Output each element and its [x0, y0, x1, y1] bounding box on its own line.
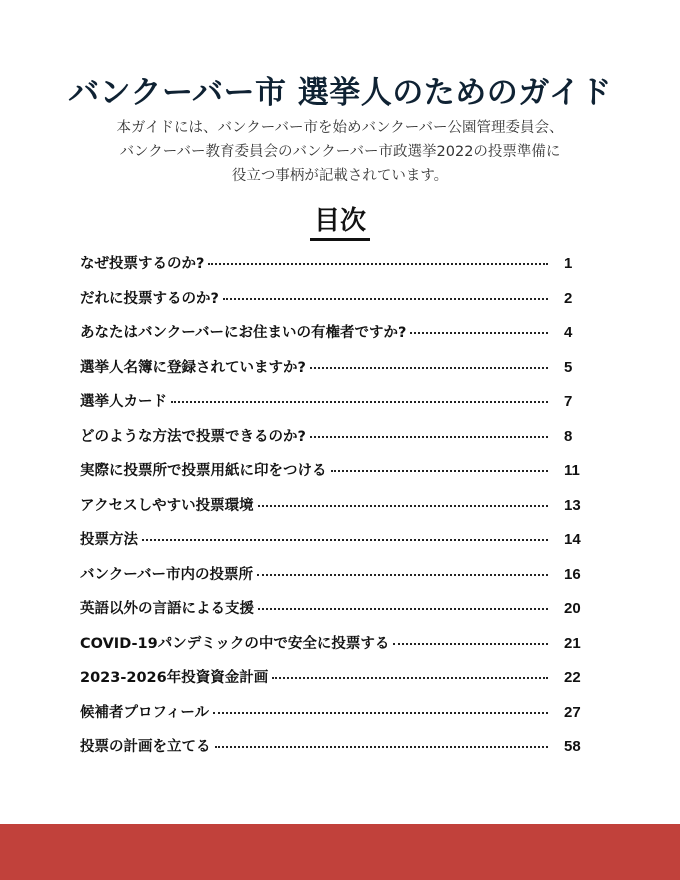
- toc-entry-label: だれに投票するのか?: [80, 290, 219, 307]
- toc-entry[interactable]: [80, 528, 600, 563]
- toc-entry[interactable]: [80, 459, 600, 494]
- toc-leader-dots: [258, 608, 548, 610]
- toc-entry-page: 58: [564, 738, 581, 755]
- toc-entry-label: 候補者プロフィール: [80, 704, 210, 721]
- intro-line: 本ガイドには、バンクーバー市を始めバンクーバー公園管理委員会、: [116, 120, 564, 136]
- toc-entry-label: COVID-19パンデミックの中で安全に投票する: [80, 635, 390, 652]
- toc-entry-page: 13: [564, 496, 581, 514]
- toc-leader-dots: [257, 574, 548, 576]
- toc-entry[interactable]: [80, 632, 600, 667]
- toc-entry-label: バンクーバー市内の投票所: [80, 566, 253, 583]
- toc-entry-page: 1: [564, 255, 573, 272]
- toc-entry[interactable]: [80, 390, 600, 425]
- toc-entry-page: 20: [564, 600, 581, 617]
- toc-entry-label: あなたはバンクーバーにお住まいの有権者ですか?: [80, 325, 407, 341]
- toc-leader-dots: [142, 539, 548, 541]
- toc-leader-dots: [215, 746, 549, 748]
- toc-entry[interactable]: [80, 356, 600, 391]
- toc-entry-page: 2: [564, 289, 573, 307]
- intro-paragraph: [80, 116, 600, 188]
- toc-entry-label: 選挙人名簿に登録されていますか?: [80, 359, 306, 376]
- toc-entry[interactable]: [80, 701, 600, 736]
- toc-entry[interactable]: [80, 494, 600, 529]
- toc-entry-label: 実際に投票所で投票用紙に印をつける: [80, 463, 327, 479]
- toc-leader-dots: [171, 401, 548, 403]
- footer-band: [0, 824, 680, 880]
- toc-entry-page: 22: [564, 669, 581, 686]
- toc-entry[interactable]: [80, 425, 600, 460]
- toc-heading-wrapper: [0, 206, 680, 241]
- toc-entry-label: 2023-2026年投資資金計画: [80, 670, 269, 686]
- toc-entry[interactable]: [80, 321, 600, 356]
- toc-entry-label: 投票の計画を立てる: [80, 739, 211, 755]
- toc-entry[interactable]: [80, 252, 600, 287]
- intro-line: バンクーバー教育委員会のバンクーバー市政選挙2022の投票準備に: [119, 144, 561, 160]
- toc-entry-label: 選挙人カード: [80, 394, 167, 410]
- toc-entry-label: アクセスしやすい投票環境: [80, 497, 254, 514]
- toc-entry-page: 4: [564, 324, 573, 341]
- table-of-contents: [80, 252, 600, 770]
- toc-entry-page: 8: [564, 427, 573, 445]
- toc-leader-dots: [258, 505, 548, 507]
- intro-line: 役立つ事柄が記載されています。: [231, 168, 449, 184]
- toc-leader-dots: [272, 677, 548, 679]
- toc-leader-dots: [310, 367, 548, 369]
- toc-entry-page: 16: [564, 565, 581, 583]
- toc-entry-page: 11: [564, 462, 580, 479]
- toc-entry-label: なぜ投票するのか?: [80, 256, 205, 272]
- toc-leader-dots: [331, 470, 549, 472]
- toc-leader-dots: [393, 643, 548, 645]
- page-title: バンクーバー市 選挙人のためのガイド: [68, 74, 612, 111]
- toc-entry[interactable]: [80, 563, 600, 598]
- toc-entry[interactable]: [80, 287, 600, 322]
- toc-entry[interactable]: [80, 735, 600, 770]
- toc-entry-label: どのような方法で投票できるのか?: [80, 428, 306, 445]
- toc-heading: 目次: [310, 206, 370, 241]
- toc-entry-page: 14: [564, 531, 581, 548]
- toc-entry-page: 5: [564, 358, 573, 376]
- toc-entry-label: 投票方法: [80, 532, 138, 548]
- toc-entry-page: 27: [564, 703, 581, 721]
- toc-entry[interactable]: [80, 666, 600, 701]
- toc-entry-label: 英語以外の言語による支援: [80, 601, 254, 617]
- toc-leader-dots: [213, 712, 548, 714]
- toc-leader-dots: [208, 263, 548, 265]
- toc-entry[interactable]: [80, 597, 600, 632]
- toc-leader-dots: [223, 298, 548, 300]
- toc-leader-dots: [410, 332, 548, 334]
- toc-leader-dots: [310, 436, 548, 438]
- toc-entry-page: 7: [564, 393, 573, 410]
- toc-entry-page: 21: [564, 634, 581, 652]
